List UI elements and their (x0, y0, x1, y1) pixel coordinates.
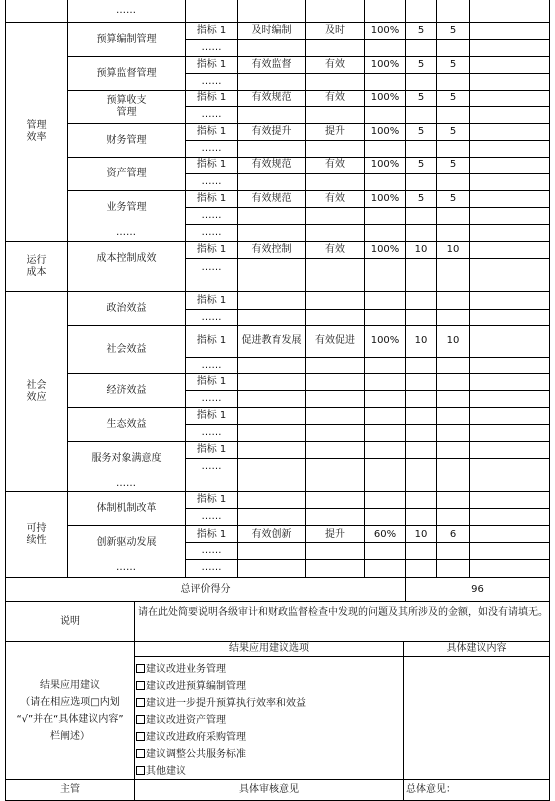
indicator-label: 指标 1 (196, 159, 227, 170)
option-other[interactable] (136, 766, 186, 778)
option-improve-budget[interactable] (136, 681, 246, 693)
footer-review: 具体审核意见 (239, 784, 299, 795)
indicator-target: 有效 (325, 92, 345, 103)
total-value: 96 (471, 583, 484, 595)
indicator-weight: 5 (417, 159, 425, 170)
indicator-weight: 10 (414, 335, 428, 346)
indicator-score: 6 (449, 529, 457, 540)
dots-text: …… (201, 461, 222, 472)
dots-text: …… (201, 545, 222, 556)
indicator-rate: 100% (370, 126, 400, 137)
indicator-content: 有效规范 (251, 92, 292, 103)
indicator-weight: 10 (414, 529, 428, 540)
indicator-content: 及时编制 (251, 25, 292, 36)
indicator-target: 有效 (325, 244, 345, 255)
option-label: 建议改进资产管理 (146, 715, 226, 726)
indicator-label: 指标 1 (196, 244, 227, 255)
option-label: 建议进一步提升预算执行效率和效益 (146, 698, 306, 709)
content-header: 具体建议内容 (446, 643, 507, 654)
dots-text: …… (201, 42, 222, 53)
indicator-content: 有效提升 (251, 126, 292, 137)
dots-text: …… (201, 262, 222, 273)
footer-dept: 主管 (60, 784, 80, 795)
indicator-weight: 5 (417, 193, 425, 204)
indicator-label: 指标 1 (196, 376, 227, 387)
indicator-label: 指标 1 (196, 295, 227, 306)
indicator-target: 及时 (325, 25, 345, 36)
indicator-weight: 5 (417, 59, 425, 70)
indicator-content: 促进教育发展 (241, 335, 302, 346)
indicator-weight: 5 (417, 25, 425, 36)
checkbox-icon[interactable] (136, 715, 145, 724)
indicator-label: 指标 1 (196, 410, 227, 421)
checkbox-icon[interactable] (136, 732, 145, 741)
dots-text: …… (201, 393, 222, 404)
item-name: 预算编制管理 (96, 33, 157, 45)
option-label: 其他建议 (146, 766, 186, 777)
dots-text: …… (201, 312, 222, 323)
item-name: 成本控制成效 (96, 252, 157, 264)
indicator-label: 指标 1 (196, 59, 227, 70)
indicator-target: 有效 (325, 193, 345, 204)
indicator-label: 指标 1 (196, 335, 227, 346)
indicator-score: 5 (449, 59, 457, 70)
category-label: 运行 成本 (26, 254, 47, 278)
checkbox-icon[interactable] (136, 766, 145, 775)
indicator-target: 有效 (325, 59, 345, 70)
dots-text: …… (201, 562, 222, 573)
indicator-rate: 60% (373, 529, 397, 540)
option-improve-business[interactable] (136, 664, 226, 676)
indicator-label: 指标 1 (196, 193, 227, 204)
footer-overall: 总体意见： (406, 784, 456, 795)
option-improve-procurement[interactable] (136, 732, 246, 744)
item-name: 服务对象满意度 (91, 452, 162, 464)
item-name: 创新驱动发展 (96, 536, 157, 548)
item-name: 财务管理 (106, 134, 147, 146)
dots-text: …… (201, 143, 222, 154)
indicator-label: 指标 1 (196, 529, 227, 540)
indicator-label: 指标 1 (196, 126, 227, 137)
option-label: 建议改进政府采购管理 (146, 732, 246, 743)
indicator-content: 有效规范 (251, 193, 292, 204)
suggest-label: 结果应用建议 （请在相应选项□内划 “√”并在“具体建议内容” 栏阐述） (16, 679, 124, 742)
checkbox-icon[interactable] (136, 749, 145, 758)
indicator-weight: 5 (417, 126, 425, 137)
indicator-score: 10 (446, 335, 460, 346)
checkbox-icon[interactable] (136, 698, 145, 707)
indicator-rate: 100% (370, 335, 400, 346)
indicator-weight: 5 (417, 92, 425, 103)
dots-text: …… (201, 176, 222, 187)
item-name: 政治效益 (106, 302, 147, 314)
dots-text: …… (201, 511, 222, 522)
item-name: 体制机制改革 (96, 502, 157, 514)
item-name: 预算收支 管理 (106, 95, 147, 118)
indicator-content: 有效规范 (251, 159, 292, 170)
item-name: 生态效益 (106, 418, 147, 430)
category-label: 可持 续性 (26, 522, 47, 546)
item-name: 预算监督管理 (96, 67, 157, 79)
indicator-rate: 100% (370, 193, 400, 204)
indicator-rate: 100% (370, 244, 400, 255)
item-name: 经济效益 (106, 384, 147, 396)
item-name: 资产管理 (106, 168, 147, 179)
indicator-score: 5 (449, 92, 457, 103)
indicator-label: 指标 1 (196, 494, 227, 505)
indicator-target: 有效 (325, 159, 345, 170)
indicator-label: 指标 1 (196, 92, 227, 103)
option-improve-efficiency[interactable] (136, 698, 306, 710)
dots-text: …… (201, 76, 222, 87)
dots-text: …… (116, 227, 136, 238)
indicator-rate: 100% (370, 59, 400, 70)
indicator-content: 有效控制 (251, 244, 292, 255)
indicator-score: 10 (446, 244, 460, 255)
checkbox-icon[interactable] (136, 664, 145, 673)
dots-text: …… (201, 109, 222, 120)
option-label: 建议调整公共服务标准 (146, 749, 246, 760)
dots-text: …… (116, 478, 136, 489)
indicator-target: 提升 (325, 126, 345, 137)
indicator-rate: 100% (370, 159, 400, 170)
option-label: 建议改进业务管理 (146, 664, 226, 675)
category-label: 管理 效率 (26, 120, 47, 143)
indicator-rate: 100% (370, 92, 400, 103)
options-header: 结果应用建议选项 (229, 643, 309, 654)
indicator-label: 指标 1 (196, 444, 227, 455)
dots-text: …… (201, 360, 222, 371)
indicator-target: 提升 (325, 529, 345, 540)
indicator-content: 有效监督 (251, 59, 292, 70)
option-improve-assets[interactable] (136, 715, 226, 727)
indicator-rate: 100% (370, 25, 400, 36)
category-label: 社会 效应 (26, 379, 47, 403)
explain-text: 请在此处简要说明各级审计和财政监督检查中发现的问题及其所涉及的金额，如没有请填无。 (138, 607, 548, 618)
dots-text: …… (201, 427, 222, 438)
checkbox-icon[interactable] (136, 681, 145, 690)
explain-label: 说明 (60, 615, 80, 627)
total-label: 总评价得分 (180, 583, 231, 595)
option-adjust-standard[interactable] (136, 749, 246, 761)
indicator-score: 5 (449, 25, 457, 36)
indicator-score: 5 (449, 159, 457, 170)
dots-text: …… (116, 562, 136, 573)
dots-text: …… (201, 227, 222, 238)
dots-text: …… (201, 210, 222, 221)
indicator-target: 有效促进 (315, 335, 355, 346)
indicator-label: 指标 1 (196, 25, 227, 36)
dots-text: …… (116, 5, 136, 16)
indicator-content: 有效创新 (251, 529, 292, 540)
indicator-weight: 10 (414, 244, 428, 255)
item-name: 社会效益 (106, 343, 147, 355)
indicator-score: 5 (449, 126, 457, 137)
indicator-score: 5 (449, 193, 457, 204)
item-name: 业务管理 (106, 201, 147, 213)
option-label: 建议改进预算编制管理 (146, 681, 246, 692)
